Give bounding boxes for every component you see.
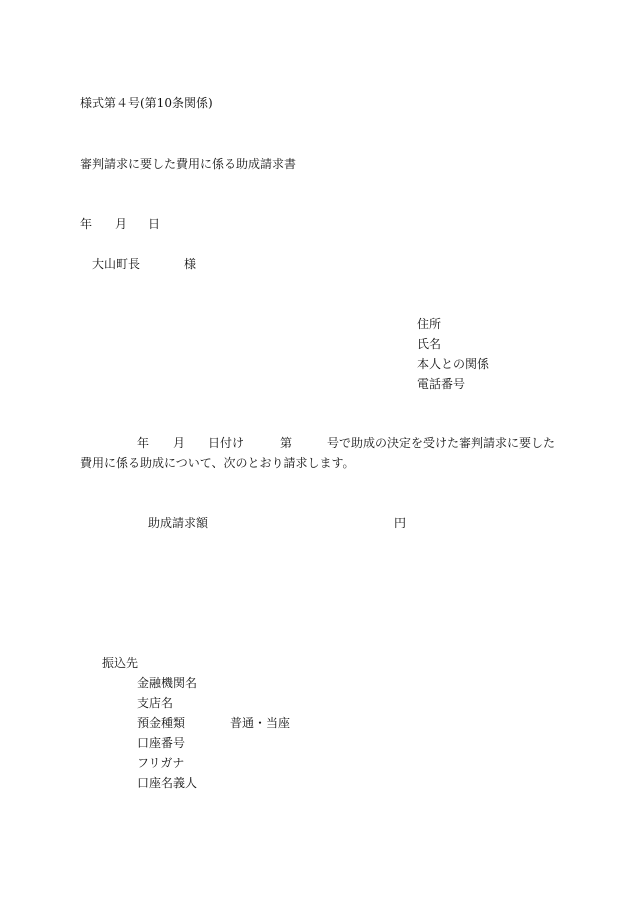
amount-label: 助成請求額 <box>148 516 209 530</box>
form-number: 様式第４号(第10条関係) <box>80 96 213 110</box>
applicant-name-label: 氏名 <box>417 337 442 351</box>
addressee-name: 大山町長 <box>92 257 141 271</box>
date-year-label: 年 <box>80 217 93 231</box>
applicant-phone-label: 電話番号 <box>417 377 466 391</box>
date-month-label: 月 <box>115 217 128 231</box>
document-title: 審判請求に要した費用に係る助成請求書 <box>80 157 297 171</box>
deposit-type-label: 預金種類 <box>137 716 186 730</box>
account-holder-label: 口座名義人 <box>137 776 198 790</box>
body-date-suffix: 日付け <box>208 436 245 450</box>
body-month-label: 月 <box>173 436 186 450</box>
date-day-label: 日 <box>148 217 161 231</box>
body-line1-rest: 号で助成の決定を受けた審判請求に要した <box>327 436 556 450</box>
body-number-prefix: 第 <box>280 436 293 450</box>
amount-unit: 円 <box>394 516 407 530</box>
furigana-label: フリガナ <box>137 756 185 770</box>
account-number-label: 口座番号 <box>137 736 186 750</box>
applicant-relationship-label: 本人との関係 <box>417 357 490 371</box>
addressee-honorific: 様 <box>184 257 197 271</box>
applicant-address-label: 住所 <box>417 317 442 331</box>
transfer-heading: 振込先 <box>102 656 139 670</box>
body-line2: 費用に係る助成について、次のとおり請求します。 <box>80 456 355 470</box>
body-year-label: 年 <box>137 436 150 450</box>
branch-name-label: 支店名 <box>137 696 174 710</box>
deposit-type-value: 普通・当座 <box>230 716 291 730</box>
bank-name-label: 金融機関名 <box>137 676 198 690</box>
